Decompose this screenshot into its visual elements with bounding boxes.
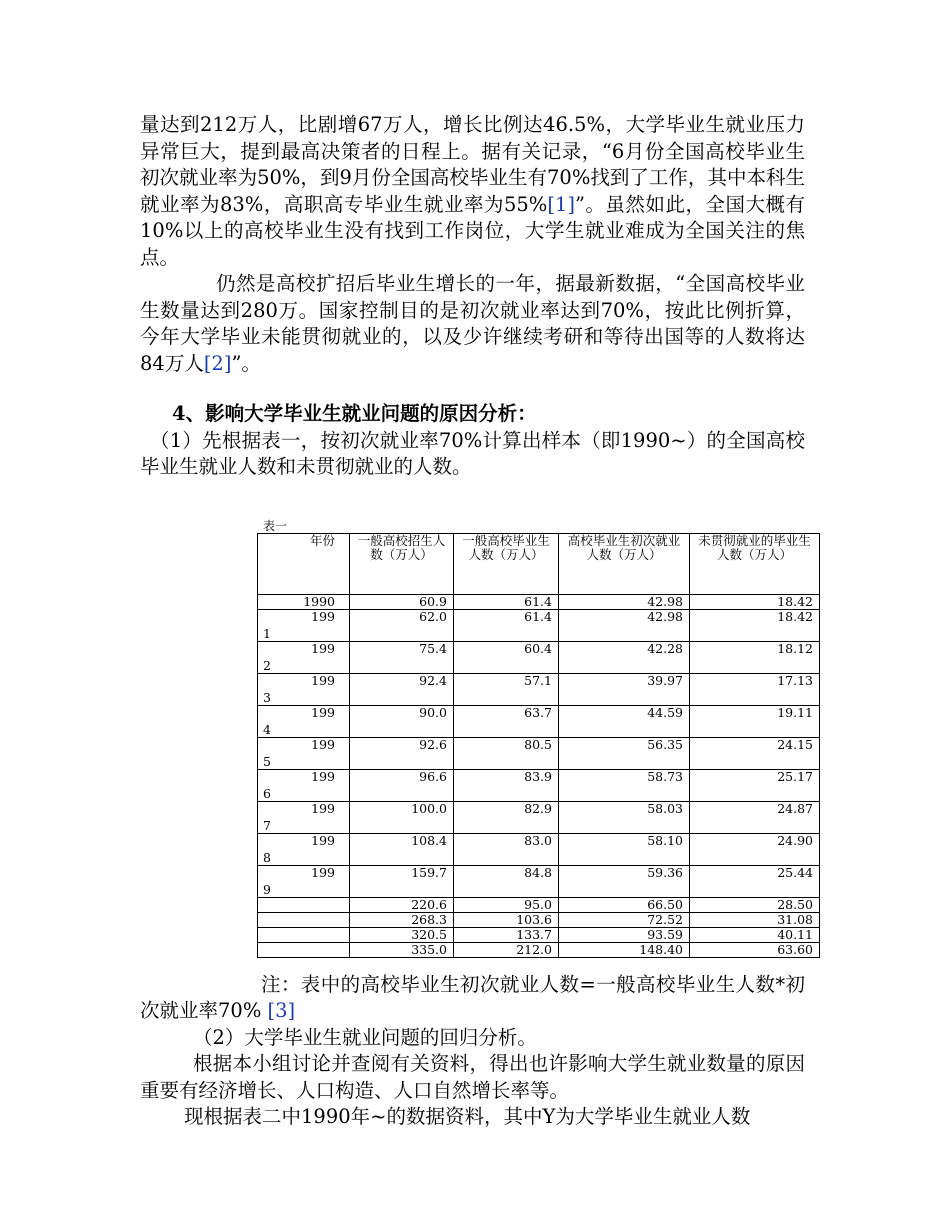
cell-year	[258, 912, 350, 927]
cell-graduates: 82.9	[454, 801, 559, 833]
year-prefix: 199	[311, 736, 335, 752]
cell-year	[258, 609, 350, 641]
year-suffix: 3	[263, 689, 271, 705]
cell-graduates: 83.0	[454, 833, 559, 865]
cell-enrollment: 62.0	[350, 609, 454, 641]
cell-graduates: 212.0	[454, 942, 559, 957]
cell-employed: 42.28	[559, 641, 690, 673]
cell-year	[258, 927, 350, 942]
cell-enrollment: 220.6	[350, 897, 454, 912]
year-prefix: 199	[311, 800, 335, 816]
cell-year	[258, 705, 350, 737]
paragraph-1-tail: ”。虽然如此，全国大概有10%以上的高校毕业生没有找到工作岗位，大学生就业难成为全国关注的焦点。	[140, 192, 805, 269]
data-table	[257, 533, 820, 958]
year-suffix: 4	[263, 721, 271, 737]
cell-employed: 93.59	[559, 927, 690, 942]
table-row	[258, 897, 820, 912]
cell-year	[258, 673, 350, 705]
cell-year	[258, 942, 350, 957]
cell-employed: 72.52	[559, 912, 690, 927]
table-row	[258, 927, 820, 942]
table-row	[258, 865, 820, 897]
year-prefix: 199	[311, 832, 335, 848]
cell-unemployed: 24.90	[690, 833, 820, 865]
table-note	[140, 972, 805, 1025]
table-note-text: 注：表中的高校毕业生初次就业人数=一般高校毕业生人数*初次就业率70%	[140, 972, 805, 1022]
cell-unemployed: 40.11	[690, 927, 820, 942]
cell-employed: 66.50	[559, 897, 690, 912]
cell-graduates: 61.4	[454, 594, 559, 609]
cell-graduates: 63.7	[454, 705, 559, 737]
cell-employed: 148.40	[559, 942, 690, 957]
year-suffix: 5	[263, 753, 271, 769]
year-suffix: 7	[263, 817, 271, 833]
cell-year	[258, 833, 350, 865]
reference-link-1[interactable]: [1]	[547, 192, 575, 216]
cell-employed: 42.98	[559, 609, 690, 641]
cell-graduates: 103.6	[454, 912, 559, 927]
cell-enrollment: 335.0	[350, 942, 454, 957]
year-suffix: 1	[263, 625, 271, 641]
cell-graduates: 95.0	[454, 897, 559, 912]
cell-enrollment: 92.6	[350, 737, 454, 769]
cell-enrollment: 108.4	[350, 833, 454, 865]
header-unemployed: 未贯彻就业的毕业生人数（万人）	[690, 533, 820, 594]
paragraph-3: （1）先根据表一，按初次就业率70%计算出样本（即1990~）的全国高校毕业生就业人数和未贯彻就业的人数。	[140, 428, 805, 478]
year-suffix: 9	[263, 881, 271, 897]
year-prefix: 199	[311, 608, 335, 624]
cell-enrollment: 75.4	[350, 641, 454, 673]
table-row	[258, 609, 820, 641]
cell-unemployed: 31.08	[690, 912, 820, 927]
cell-graduates: 61.4	[454, 609, 559, 641]
year-prefix: 199	[311, 704, 335, 720]
cell-unemployed: 25.44	[690, 865, 820, 897]
table-row	[258, 673, 820, 705]
header-graduates: 一般高校毕业生人数（万人）	[454, 533, 559, 594]
table-row	[258, 705, 820, 737]
cell-enrollment: 268.3	[350, 912, 454, 927]
year-suffix: 8	[263, 849, 271, 865]
table-row	[258, 641, 820, 673]
table-row	[258, 912, 820, 927]
cell-graduates: 80.5	[454, 737, 559, 769]
cell-unemployed: 28.50	[690, 897, 820, 912]
cell-unemployed: 18.42	[690, 609, 820, 641]
year-suffix: 2	[263, 657, 271, 673]
table-row	[258, 801, 820, 833]
table-1	[257, 519, 819, 958]
section-heading: 4、影响大学毕业生就业问题的原因分析：	[172, 402, 537, 425]
cell-enrollment: 90.0	[350, 705, 454, 737]
subsection-heading: （2）大学毕业生就业问题的回归分析。	[193, 1025, 537, 1049]
cell-unemployed: 24.87	[690, 801, 820, 833]
cell-unemployed: 25.17	[690, 769, 820, 801]
header-year: 年份	[258, 533, 350, 594]
reference-link-3[interactable]: [3]	[267, 999, 296, 1022]
cell-year	[258, 865, 350, 897]
paragraph-2-text: 仍然是高校扩招后毕业生增长的一年，据最新数据，“全国高校毕业生数量达到280万。国家控制目的是初次就业率达到70%，按此比例折算，今年大学毕业未能贯彻就业的，以及少许继续考研和等待出国等的人数将达84万人	[140, 272, 805, 375]
cell-graduates: 57.1	[454, 673, 559, 705]
document-page	[140, 112, 813, 1131]
cell-year	[258, 641, 350, 673]
paragraph-1	[140, 112, 805, 271]
cell-employed: 59.36	[559, 865, 690, 897]
cell-enrollment: 159.7	[350, 865, 454, 897]
reference-link-2[interactable]: [2]	[203, 351, 232, 375]
table-row	[258, 594, 820, 609]
cell-year	[258, 897, 350, 912]
cell-unemployed: 24.15	[690, 737, 820, 769]
cell-graduates: 133.7	[454, 927, 559, 942]
table-caption: 表一	[263, 518, 288, 533]
cell-unemployed: 18.42	[690, 594, 820, 609]
cell-enrollment: 320.5	[350, 927, 454, 942]
year-prefix: 199	[311, 640, 335, 656]
table-row	[258, 737, 820, 769]
cell-graduates: 83.9	[454, 769, 559, 801]
year-suffix: 6	[263, 785, 271, 801]
paragraph-2-tail: ”。	[231, 351, 261, 375]
year-prefix: 199	[311, 672, 335, 688]
cell-year	[258, 769, 350, 801]
cell-unemployed: 18.12	[690, 641, 820, 673]
cell-graduates: 60.4	[454, 641, 559, 673]
paragraph-5: 现根据表二中1990年~的数据资料，其中Y为大学毕业生就业人数	[184, 1105, 751, 1128]
cell-unemployed: 17.13	[690, 673, 820, 705]
table-header-row	[258, 533, 820, 594]
cell-employed: 58.03	[559, 801, 690, 833]
cell-employed: 58.73	[559, 769, 690, 801]
cell-unemployed: 19.11	[690, 705, 820, 737]
cell-employed: 58.10	[559, 833, 690, 865]
cell-year	[258, 801, 350, 833]
paragraph-1-text: 量达到212万人，比剧增67万人，增长比例达46.5%，大学毕业生就业压力异常巨大，提到最高决策者的日程上。据有关记录，“6月份全国高校毕业生初次就业率为50%，到9月份全国高校毕业生有70%找到了工作，其中本科生就业率为83%，高职高专毕业生就业率为55%	[140, 113, 805, 216]
table-row	[258, 769, 820, 801]
cell-employed: 44.59	[559, 705, 690, 737]
cell-year: 1990	[258, 594, 350, 609]
table-row	[258, 833, 820, 865]
year-prefix: 199	[311, 768, 335, 784]
paragraph-2	[140, 271, 805, 377]
cell-year	[258, 737, 350, 769]
cell-enrollment: 92.4	[350, 673, 454, 705]
cell-employed: 42.98	[559, 594, 690, 609]
cell-graduates: 84.8	[454, 865, 559, 897]
header-enrollment: 一般高校招生人数（万人）	[350, 533, 454, 594]
table-row	[258, 942, 820, 957]
cell-enrollment: 100.0	[350, 801, 454, 833]
year-prefix: 199	[311, 864, 335, 880]
cell-employed: 39.97	[559, 673, 690, 705]
cell-unemployed: 63.60	[690, 942, 820, 957]
cell-enrollment: 60.9	[350, 594, 454, 609]
cell-employed: 56.35	[559, 737, 690, 769]
paragraph-4: 根据本小组讨论并查阅有关资料，得出也许影响大学生就业数量的原因重要有经济增长、人口构造、人口自然增长率等。	[140, 1052, 805, 1102]
cell-enrollment: 96.6	[350, 769, 454, 801]
header-employed: 高校毕业生初次就业人数（万人）	[559, 533, 690, 594]
